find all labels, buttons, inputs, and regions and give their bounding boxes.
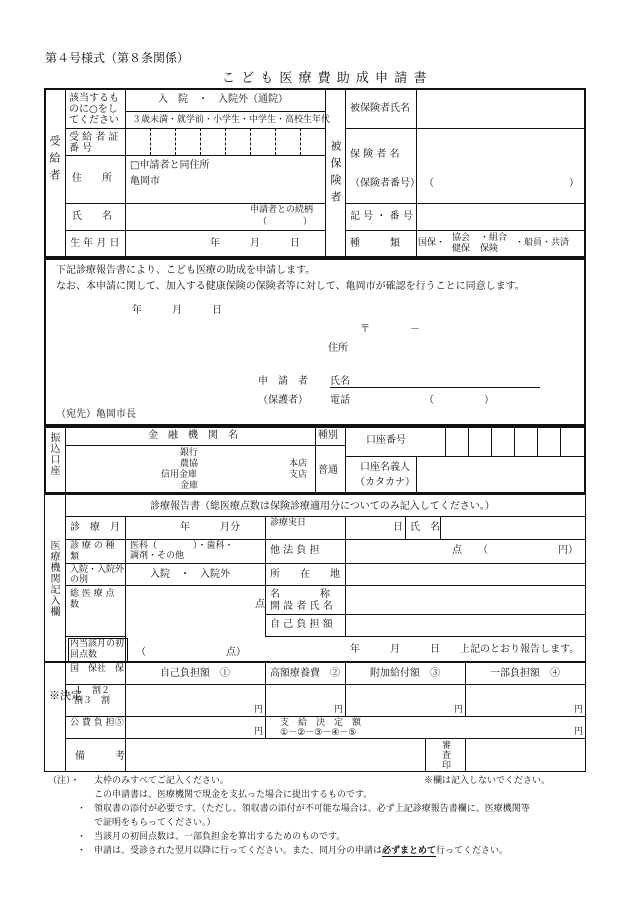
bank-type-nokyo[interactable]: 農協 bbox=[180, 459, 199, 469]
relationship-field[interactable]: （ ） bbox=[258, 217, 313, 227]
actual-days-label: 診療実日 bbox=[270, 518, 307, 528]
note-1b: ※欄は記入しないでください。 bbox=[424, 776, 551, 786]
name-label: 氏 名 bbox=[72, 211, 112, 222]
partial-yen: 円 bbox=[574, 705, 584, 715]
phone-label: 電話 bbox=[330, 395, 350, 406]
branch-shiten[interactable]: 支店 bbox=[289, 470, 308, 480]
type-kumiai[interactable]: ・組合保険 bbox=[480, 233, 508, 254]
medical-header: 診療報告書（総医療点数は保険診療適用分についてのみ記入してください。） bbox=[150, 501, 495, 512]
note-5-emphasis: 必ずまとめて bbox=[382, 846, 437, 856]
account-holder-kana: （カタカナ） bbox=[355, 477, 415, 488]
inspection-label: 審査印 bbox=[440, 740, 450, 770]
insurer-number-close: ） bbox=[569, 178, 579, 189]
self-pay-label: 自 己 負 担 額 bbox=[270, 619, 333, 630]
treatment-type-options2[interactable]: 調剤・その他 bbox=[130, 551, 185, 561]
insurer-number-label: （保険者番号） bbox=[350, 178, 420, 189]
first-visit-label: 内当該月の初回点数 bbox=[68, 638, 128, 662]
insurer-number-open: （ bbox=[424, 178, 434, 189]
note-5 bbox=[94, 847, 508, 856]
note-2: この申請書は、医療機関で現金を支払った場合に提出するものです。 bbox=[94, 790, 373, 800]
postal-code[interactable]: 〒 － bbox=[360, 324, 420, 335]
hospitalization-options[interactable]: 入 院 ・ 入院外（通院） bbox=[158, 94, 288, 105]
note-4-bullet: ・ bbox=[77, 832, 87, 842]
address-city: 亀岡市 bbox=[130, 176, 160, 187]
treatment-type-label: 診 療 の 種 類 bbox=[70, 541, 133, 562]
note-3b: で証明をもらってください。） bbox=[94, 818, 216, 828]
statement-line2: なお、本申請に関して、加入する健康保険の保険者等に対して、亀岡市が確認を行うことに同意します。 bbox=[56, 281, 525, 292]
partial-col: 一部負担額 ④ bbox=[490, 668, 560, 679]
insurance-type-col: 国 保社 保 bbox=[70, 664, 125, 674]
applicant-label: 申 請 者 bbox=[258, 376, 308, 387]
phone-field[interactable]: （ ） bbox=[424, 395, 494, 406]
relationship-label: 申請者との続柄 bbox=[250, 205, 314, 215]
birthdate-label: 生 年 月 日 bbox=[70, 238, 120, 249]
same-address-checkbox[interactable]: □申請者と同住所 bbox=[130, 160, 210, 171]
note-3: 領収書の添付が必要です。（ただし、領収書の添付が不可能な場合は、必ず上記診療報告書欄に、医療機関等 bbox=[94, 804, 530, 814]
note-5-bullet: ・ bbox=[77, 846, 87, 856]
other-payer-yen-open: （ bbox=[478, 545, 488, 556]
bank-side-label: 振込口座 bbox=[48, 432, 59, 476]
report-date[interactable]: 年 月 日 上記のとおり報告します。 bbox=[350, 644, 580, 655]
other-payer-label: 他 法 負 担 bbox=[270, 545, 320, 556]
public-label: 公 費 負 担⑤ bbox=[70, 718, 124, 728]
guardian-label: （保護者） bbox=[258, 395, 308, 406]
applicant-name-field[interactable]: 氏名 bbox=[330, 377, 540, 388]
total-points-label: 総 医 療 点 数 bbox=[70, 589, 142, 610]
insured-name-label: 被保険者氏名 bbox=[350, 103, 410, 114]
recipient-number-label: 受 給 者 証 番 号 bbox=[69, 132, 119, 154]
high-cost-yen: 円 bbox=[334, 705, 344, 715]
insured-side-label: 被保険者 bbox=[329, 140, 342, 208]
account-type-label: 種別 bbox=[318, 430, 338, 441]
other-payer-points-unit: 点 bbox=[452, 545, 462, 556]
self-pay-yen: 円 bbox=[254, 705, 264, 715]
medical-side-label: 医療機関記入欄 bbox=[48, 540, 59, 617]
first-visit-field[interactable]: （ 点） bbox=[136, 647, 246, 658]
eligibility-label: 該当するものに○をしてください bbox=[69, 93, 119, 126]
application-date[interactable]: 年 月 日 bbox=[132, 305, 222, 316]
treatment-month-label: 診 療 月 bbox=[70, 522, 120, 533]
inout-options[interactable]: 入院 ・ 入院外 bbox=[150, 569, 230, 580]
bank-type-ginko[interactable]: 銀行 bbox=[180, 448, 199, 458]
facility-name-label: 名 称 bbox=[270, 589, 330, 600]
treatment-type-options1[interactable]: 医科（ ）・歯科・ bbox=[130, 541, 234, 551]
treatment-month-fields[interactable]: 年 月分 bbox=[180, 522, 240, 533]
payment-label: 支 給 決 定 額 bbox=[280, 718, 362, 728]
type-kokuho[interactable]: 国保・ bbox=[418, 238, 446, 248]
symbol-number-label: 記 号 ・ 番 号 bbox=[350, 211, 413, 222]
other-payer-yen-close: 円） bbox=[558, 545, 578, 556]
applicant-side-label: 受給者 bbox=[48, 135, 61, 186]
address-label: 住 所 bbox=[72, 173, 112, 184]
bank-type-shinkin[interactable]: 信用金庫 bbox=[161, 470, 198, 480]
applicant-address-label: 住所 bbox=[328, 343, 348, 354]
inout-label: 入院・入院外の別 bbox=[70, 565, 125, 585]
decision-side-label: ※決定 bbox=[49, 689, 82, 702]
remarks-label: 備 考 bbox=[75, 751, 125, 762]
account-holder-label: 口座名義人 bbox=[360, 462, 410, 473]
bank-type-kinko[interactable]: 金庫 bbox=[180, 481, 199, 491]
notes-prefix: （注）・ bbox=[48, 776, 80, 786]
statement-line1: 下記診療報告書により、こども医療の助成を申請します。 bbox=[56, 265, 316, 276]
location-label: 所 在 地 bbox=[270, 569, 340, 580]
payment-yen: 円 bbox=[574, 727, 584, 737]
ratio-label: １ 割２ 割３ 割 bbox=[74, 686, 120, 706]
age-options[interactable]: ３歳未満・就学前・小学生・中学生・高校生年代 bbox=[132, 115, 331, 125]
days-unit: 日 bbox=[393, 522, 403, 533]
note-3-bullet: ・ bbox=[77, 804, 87, 814]
total-points-unit: 点 bbox=[255, 599, 265, 610]
bank-name-label: 金 融 機 関 名 bbox=[148, 430, 238, 441]
high-cost-col: 高額療養費 ② bbox=[270, 668, 340, 679]
patient-name-label: 氏 名 bbox=[410, 522, 440, 533]
note-1: 太枠のみすべてご記入ください。 bbox=[94, 776, 229, 786]
form-number: 第４号様式（第８条関係） bbox=[45, 51, 190, 65]
public-yen: 円 bbox=[254, 727, 264, 737]
account-type-value[interactable]: 普通 bbox=[318, 465, 338, 476]
form-title: こ ど も 医 療 費 助 成 申 請 書 bbox=[222, 71, 428, 86]
self-pay-col: 自己負担額 ① bbox=[160, 668, 230, 679]
note-5c: 行ってください。 bbox=[436, 846, 509, 856]
type-kyokai[interactable]: 協会健保 bbox=[452, 233, 471, 254]
account-number-label: 口座番号 bbox=[366, 435, 406, 446]
note-5a: 申請は、受診された翌月以降に行ってください。また、同月分の申請は bbox=[94, 846, 383, 856]
addressee: （宛先）亀岡市長 bbox=[56, 409, 136, 420]
payment-formula: ①－②－③－④－⑤ bbox=[280, 728, 357, 738]
branch-honten[interactable]: 本店 bbox=[289, 459, 308, 469]
facility-owner-label: 開 設 者 氏 名 bbox=[270, 601, 333, 612]
additional-col: 附加給付額 ③ bbox=[370, 668, 440, 679]
birthdate-fields[interactable]: 年 月 日 bbox=[210, 238, 300, 249]
insurance-type-label: 種 類 bbox=[350, 238, 400, 249]
insurer-name-label: 保 険 者 名 bbox=[350, 149, 400, 160]
type-others[interactable]: ・船員・共済 bbox=[515, 238, 570, 248]
additional-yen: 円 bbox=[454, 705, 464, 715]
note-4: 当該月の初回点数は、一部負担金を算出するためのものです。 bbox=[94, 832, 346, 842]
